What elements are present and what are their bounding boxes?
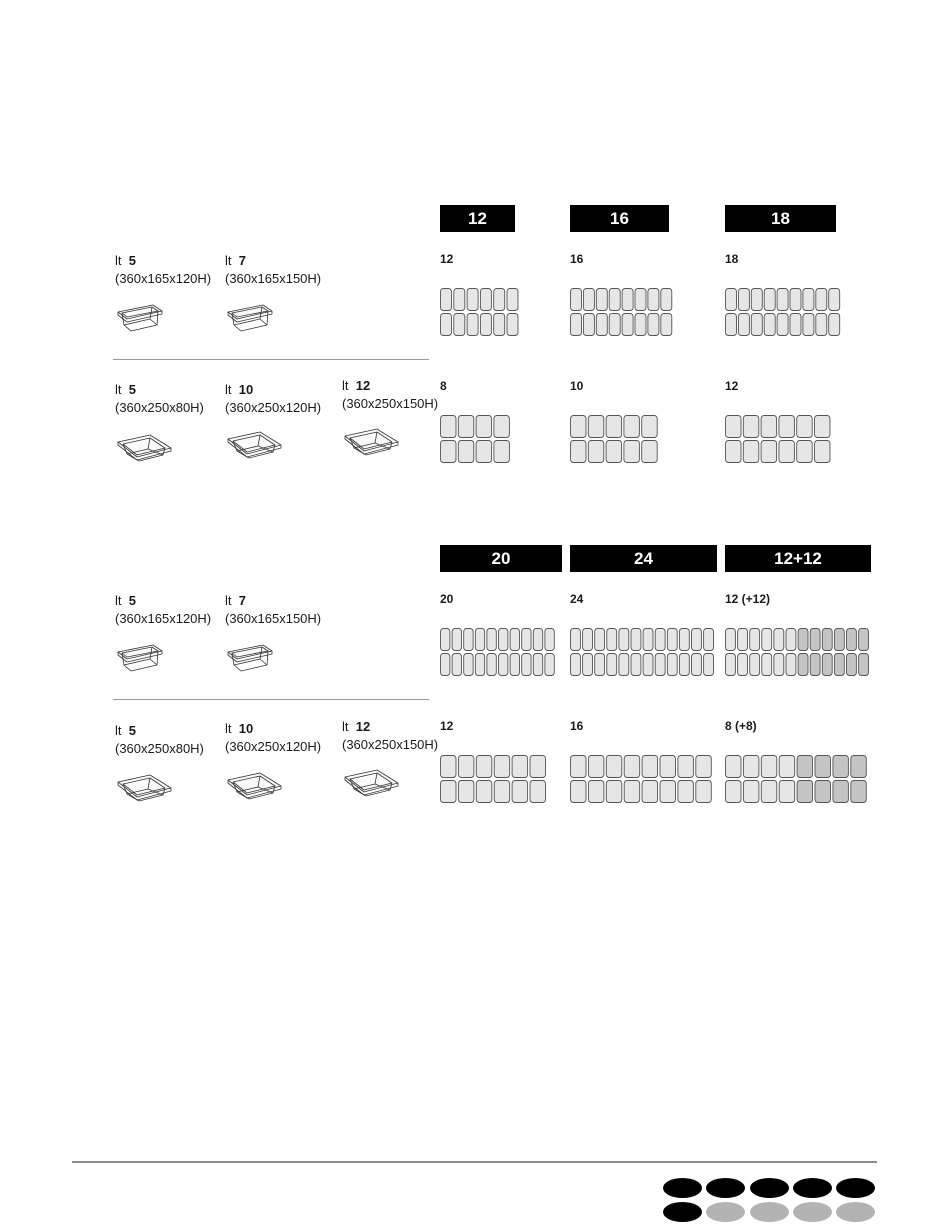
container-slot — [619, 629, 629, 651]
container-slot — [797, 416, 813, 438]
container-slot — [829, 314, 840, 336]
container-slot — [571, 654, 581, 676]
container-slot — [441, 441, 457, 463]
container-slot — [441, 756, 457, 778]
layout-grid — [570, 288, 672, 336]
footer-dot — [750, 1178, 789, 1198]
container-slot — [661, 289, 672, 311]
container-slot-extra — [851, 781, 867, 803]
container-slot — [816, 314, 827, 336]
capacity-count: 16 — [570, 719, 584, 733]
container-slot — [596, 289, 607, 311]
container-slot — [607, 654, 617, 676]
container-slot — [726, 416, 742, 438]
header-badge-12-plus-12: 12+12 — [725, 545, 871, 572]
container-slot-extra — [859, 654, 869, 676]
container-slot — [467, 314, 478, 336]
capacity-count: 16 — [570, 252, 584, 266]
container-slot — [777, 289, 788, 311]
container-slot-extra — [833, 756, 849, 778]
layout-grid — [440, 288, 519, 336]
container-slot — [704, 654, 714, 676]
layout-grid — [725, 628, 869, 676]
container-slot — [761, 781, 777, 803]
container-slot — [499, 654, 508, 676]
container-slot — [619, 654, 629, 676]
container-slot — [571, 756, 587, 778]
container-slot — [606, 441, 622, 463]
container-slot — [487, 654, 496, 676]
container-slot — [571, 314, 582, 336]
container-slot — [595, 629, 605, 651]
gn-pan-narrow-icon — [225, 640, 285, 685]
container-slot — [458, 441, 474, 463]
container-slot — [704, 629, 714, 651]
container-slot — [606, 756, 622, 778]
container-slot — [458, 781, 474, 803]
container-slot-extra — [815, 756, 831, 778]
container-slot — [494, 441, 510, 463]
container-slot — [507, 314, 518, 336]
container-slot — [583, 629, 593, 651]
container-slot — [571, 416, 587, 438]
container-slot-extra — [798, 629, 808, 651]
container-slot — [692, 629, 702, 651]
gn-pan-narrow-icon — [115, 640, 175, 685]
container-slot — [790, 289, 801, 311]
pan-outline — [228, 645, 272, 659]
footer-dot — [706, 1178, 745, 1198]
container-slot — [452, 654, 461, 676]
container-slot — [609, 289, 620, 311]
container-slot — [452, 629, 461, 651]
container-slot — [624, 781, 640, 803]
container-slot — [679, 629, 689, 651]
pan-outline — [234, 659, 267, 665]
container-slot — [622, 289, 633, 311]
pan-label: lt 7 (360x165x150H) — [225, 253, 322, 286]
container-slot — [696, 756, 712, 778]
header-badge-20: 20 — [440, 545, 562, 572]
container-slot — [743, 781, 759, 803]
container-slot — [494, 416, 510, 438]
container-slot — [588, 441, 604, 463]
capacity-count: 24 — [570, 592, 584, 606]
container-slot-extra — [815, 781, 831, 803]
container-slot — [595, 654, 605, 676]
container-slot — [761, 756, 777, 778]
container-slot — [571, 289, 582, 311]
footer-dot — [793, 1202, 832, 1222]
container-slot — [476, 441, 492, 463]
container-slot-extra — [798, 654, 808, 676]
container-slot — [464, 654, 473, 676]
container-slot — [458, 416, 474, 438]
gn-pan-wide-icon — [115, 428, 175, 473]
pan-label: lt 10 (360x250x120H) — [225, 721, 322, 754]
capacity-count: 20 — [440, 592, 454, 606]
container-slot — [779, 781, 795, 803]
container-slot — [679, 654, 689, 676]
container-slot — [545, 654, 554, 676]
container-slot — [655, 629, 665, 651]
container-slot — [829, 289, 840, 311]
pan-outline — [228, 305, 272, 319]
container-slot — [476, 756, 492, 778]
container-slot — [476, 781, 492, 803]
container-slot — [743, 416, 759, 438]
container-slot — [642, 416, 658, 438]
gn-pan-narrow-icon — [115, 300, 175, 345]
container-slot — [751, 289, 762, 311]
container-slot — [476, 416, 492, 438]
container-slot — [635, 314, 646, 336]
container-slot — [774, 629, 784, 651]
container-slot — [530, 756, 546, 778]
pan-outline — [118, 305, 162, 319]
container-slot — [571, 629, 581, 651]
container-slot — [635, 289, 646, 311]
capacity-count: 8 (+8) — [725, 719, 757, 733]
layout-grid — [725, 415, 831, 463]
container-slot — [643, 629, 653, 651]
container-slot — [815, 416, 831, 438]
capacity-count: 18 — [725, 252, 739, 266]
container-slot — [499, 629, 508, 651]
container-slot — [726, 756, 742, 778]
row-divider — [113, 359, 429, 360]
container-slot — [764, 314, 775, 336]
container-slot-extra — [810, 629, 820, 651]
container-slot — [441, 289, 452, 311]
container-slot — [480, 289, 491, 311]
gn-pan-wide-icon — [225, 766, 285, 811]
container-slot — [624, 756, 640, 778]
layout-grid — [570, 415, 658, 463]
layout-grid — [570, 755, 712, 803]
container-slot — [803, 289, 814, 311]
capacity-count: 12 — [440, 719, 454, 733]
container-slot — [545, 629, 554, 651]
container-slot — [441, 781, 457, 803]
container-slot — [510, 654, 519, 676]
container-slot — [655, 654, 665, 676]
footer-dot — [706, 1202, 745, 1222]
container-slot — [761, 416, 777, 438]
container-slot — [726, 289, 737, 311]
container-slot — [522, 629, 531, 651]
container-slot — [494, 314, 505, 336]
pan-label: lt 12 (360x250x150H) — [342, 719, 439, 752]
container-slot — [762, 654, 772, 676]
container-slot — [726, 441, 742, 463]
container-slot-extra — [851, 756, 867, 778]
container-slot — [583, 654, 593, 676]
container-slot — [441, 314, 452, 336]
container-slot — [642, 441, 658, 463]
footer-dot — [793, 1178, 832, 1198]
container-slot — [622, 314, 633, 336]
header-badge-24: 24 — [570, 545, 717, 572]
container-slot — [764, 289, 775, 311]
gn-pan-narrow-icon — [225, 300, 285, 345]
container-slot — [648, 289, 659, 311]
container-slot — [588, 781, 604, 803]
header-badge-18: 18 — [725, 205, 836, 232]
container-slot-extra — [822, 629, 832, 651]
container-slot — [726, 781, 742, 803]
layout-grid — [440, 628, 555, 676]
container-slot — [779, 416, 795, 438]
container-slot — [738, 629, 748, 651]
container-slot — [779, 756, 795, 778]
container-slot — [750, 629, 760, 651]
footer-dot — [663, 1202, 702, 1222]
container-slot — [606, 781, 622, 803]
container-slot — [487, 629, 496, 651]
container-slot-extra — [833, 781, 849, 803]
footer-rule — [72, 1161, 877, 1163]
layout-grid — [440, 415, 510, 463]
container-slot — [761, 441, 777, 463]
container-slot-extra — [834, 654, 844, 676]
container-slot — [660, 781, 676, 803]
container-slot — [596, 314, 607, 336]
container-slot — [512, 756, 528, 778]
container-slot — [667, 654, 677, 676]
container-slot — [533, 629, 542, 651]
container-slot — [750, 654, 760, 676]
container-slot — [815, 441, 831, 463]
container-slot-extra — [810, 654, 820, 676]
container-slot — [738, 654, 748, 676]
container-slot — [571, 441, 587, 463]
footer-dot — [663, 1178, 702, 1198]
container-slot — [786, 629, 796, 651]
container-slot — [522, 654, 531, 676]
container-slot — [726, 629, 736, 651]
container-slot — [643, 654, 653, 676]
container-slot — [726, 654, 736, 676]
container-slot — [660, 756, 676, 778]
capacity-count: 8 — [440, 379, 447, 393]
pan-label: lt 5 (360x165x120H) — [115, 593, 212, 626]
header-badge-16: 16 — [570, 205, 669, 232]
pan-label: lt 5 (360x250x80H) — [115, 382, 204, 415]
container-slot — [786, 654, 796, 676]
container-slot — [631, 629, 641, 651]
container-slot — [726, 314, 737, 336]
container-slot — [642, 756, 658, 778]
container-slot — [751, 314, 762, 336]
container-slot — [464, 629, 473, 651]
container-slot — [624, 416, 640, 438]
container-slot — [571, 781, 587, 803]
container-slot — [441, 416, 457, 438]
container-slot — [588, 416, 604, 438]
pan-outline — [118, 645, 162, 659]
container-slot — [494, 289, 505, 311]
container-slot — [678, 756, 694, 778]
gn-pan-wide-icon — [342, 422, 402, 467]
container-slot — [624, 441, 640, 463]
layout-grid — [440, 755, 546, 803]
capacity-count: 12 — [725, 379, 739, 393]
container-slot — [667, 629, 677, 651]
capacity-count: 12 — [440, 252, 454, 266]
container-slot — [583, 314, 594, 336]
container-slot — [494, 756, 510, 778]
gn-pan-wide-icon — [115, 768, 175, 813]
container-slot — [467, 289, 478, 311]
container-slot — [454, 289, 465, 311]
container-slot — [777, 314, 788, 336]
container-slot — [609, 314, 620, 336]
layout-grid — [570, 628, 714, 676]
pan-label: lt 5 (360x250x80H) — [115, 723, 204, 756]
container-slot — [441, 654, 450, 676]
container-slot — [738, 289, 749, 311]
container-slot-extra — [797, 756, 813, 778]
pan-outline — [234, 319, 267, 325]
container-slot — [583, 289, 594, 311]
pan-label: lt 5 (360x165x120H) — [115, 253, 212, 286]
pan-label: lt 12 (360x250x150H) — [342, 378, 439, 411]
container-slot — [642, 781, 658, 803]
container-slot — [661, 314, 672, 336]
container-slot — [588, 756, 604, 778]
capacity-count: 12 (+12) — [725, 592, 771, 606]
container-slot — [475, 629, 484, 651]
container-slot — [648, 314, 659, 336]
pan-outline — [124, 659, 157, 665]
layout-grid — [725, 755, 867, 803]
footer-dot — [750, 1202, 789, 1222]
layout-grid — [725, 288, 840, 336]
container-slot — [790, 314, 801, 336]
container-slot — [454, 314, 465, 336]
container-slot — [743, 756, 759, 778]
container-slot — [797, 441, 813, 463]
container-slot — [441, 629, 450, 651]
footer-dot — [836, 1202, 875, 1222]
container-slot — [507, 289, 518, 311]
pan-label: lt 10 (360x250x120H) — [225, 382, 322, 415]
container-slot — [816, 289, 827, 311]
container-slot — [803, 314, 814, 336]
container-slot — [738, 314, 749, 336]
container-slot — [762, 629, 772, 651]
container-slot — [533, 654, 542, 676]
container-slot — [606, 416, 622, 438]
container-slot-extra — [847, 654, 857, 676]
container-slot — [475, 654, 484, 676]
container-slot-extra — [797, 781, 813, 803]
container-slot — [696, 781, 712, 803]
container-slot — [494, 781, 510, 803]
container-slot-extra — [859, 629, 869, 651]
header-badge-12: 12 — [440, 205, 515, 232]
capacity-count: 10 — [570, 379, 584, 393]
container-slot — [678, 781, 694, 803]
container-slot — [458, 756, 474, 778]
container-slot — [512, 781, 528, 803]
container-slot — [631, 654, 641, 676]
container-slot-extra — [847, 629, 857, 651]
container-slot — [692, 654, 702, 676]
container-slot-extra — [834, 629, 844, 651]
container-slot — [774, 654, 784, 676]
row-divider — [113, 699, 429, 700]
container-slot — [743, 441, 759, 463]
container-slot — [530, 781, 546, 803]
gn-pan-wide-icon — [225, 425, 285, 470]
container-slot — [510, 629, 519, 651]
gn-pan-wide-icon — [342, 763, 402, 808]
footer-dot — [836, 1178, 875, 1198]
container-slot — [607, 629, 617, 651]
pan-label: lt 7 (360x165x150H) — [225, 593, 322, 626]
pan-outline — [124, 319, 157, 325]
container-slot — [779, 441, 795, 463]
container-slot-extra — [822, 654, 832, 676]
container-slot — [480, 314, 491, 336]
